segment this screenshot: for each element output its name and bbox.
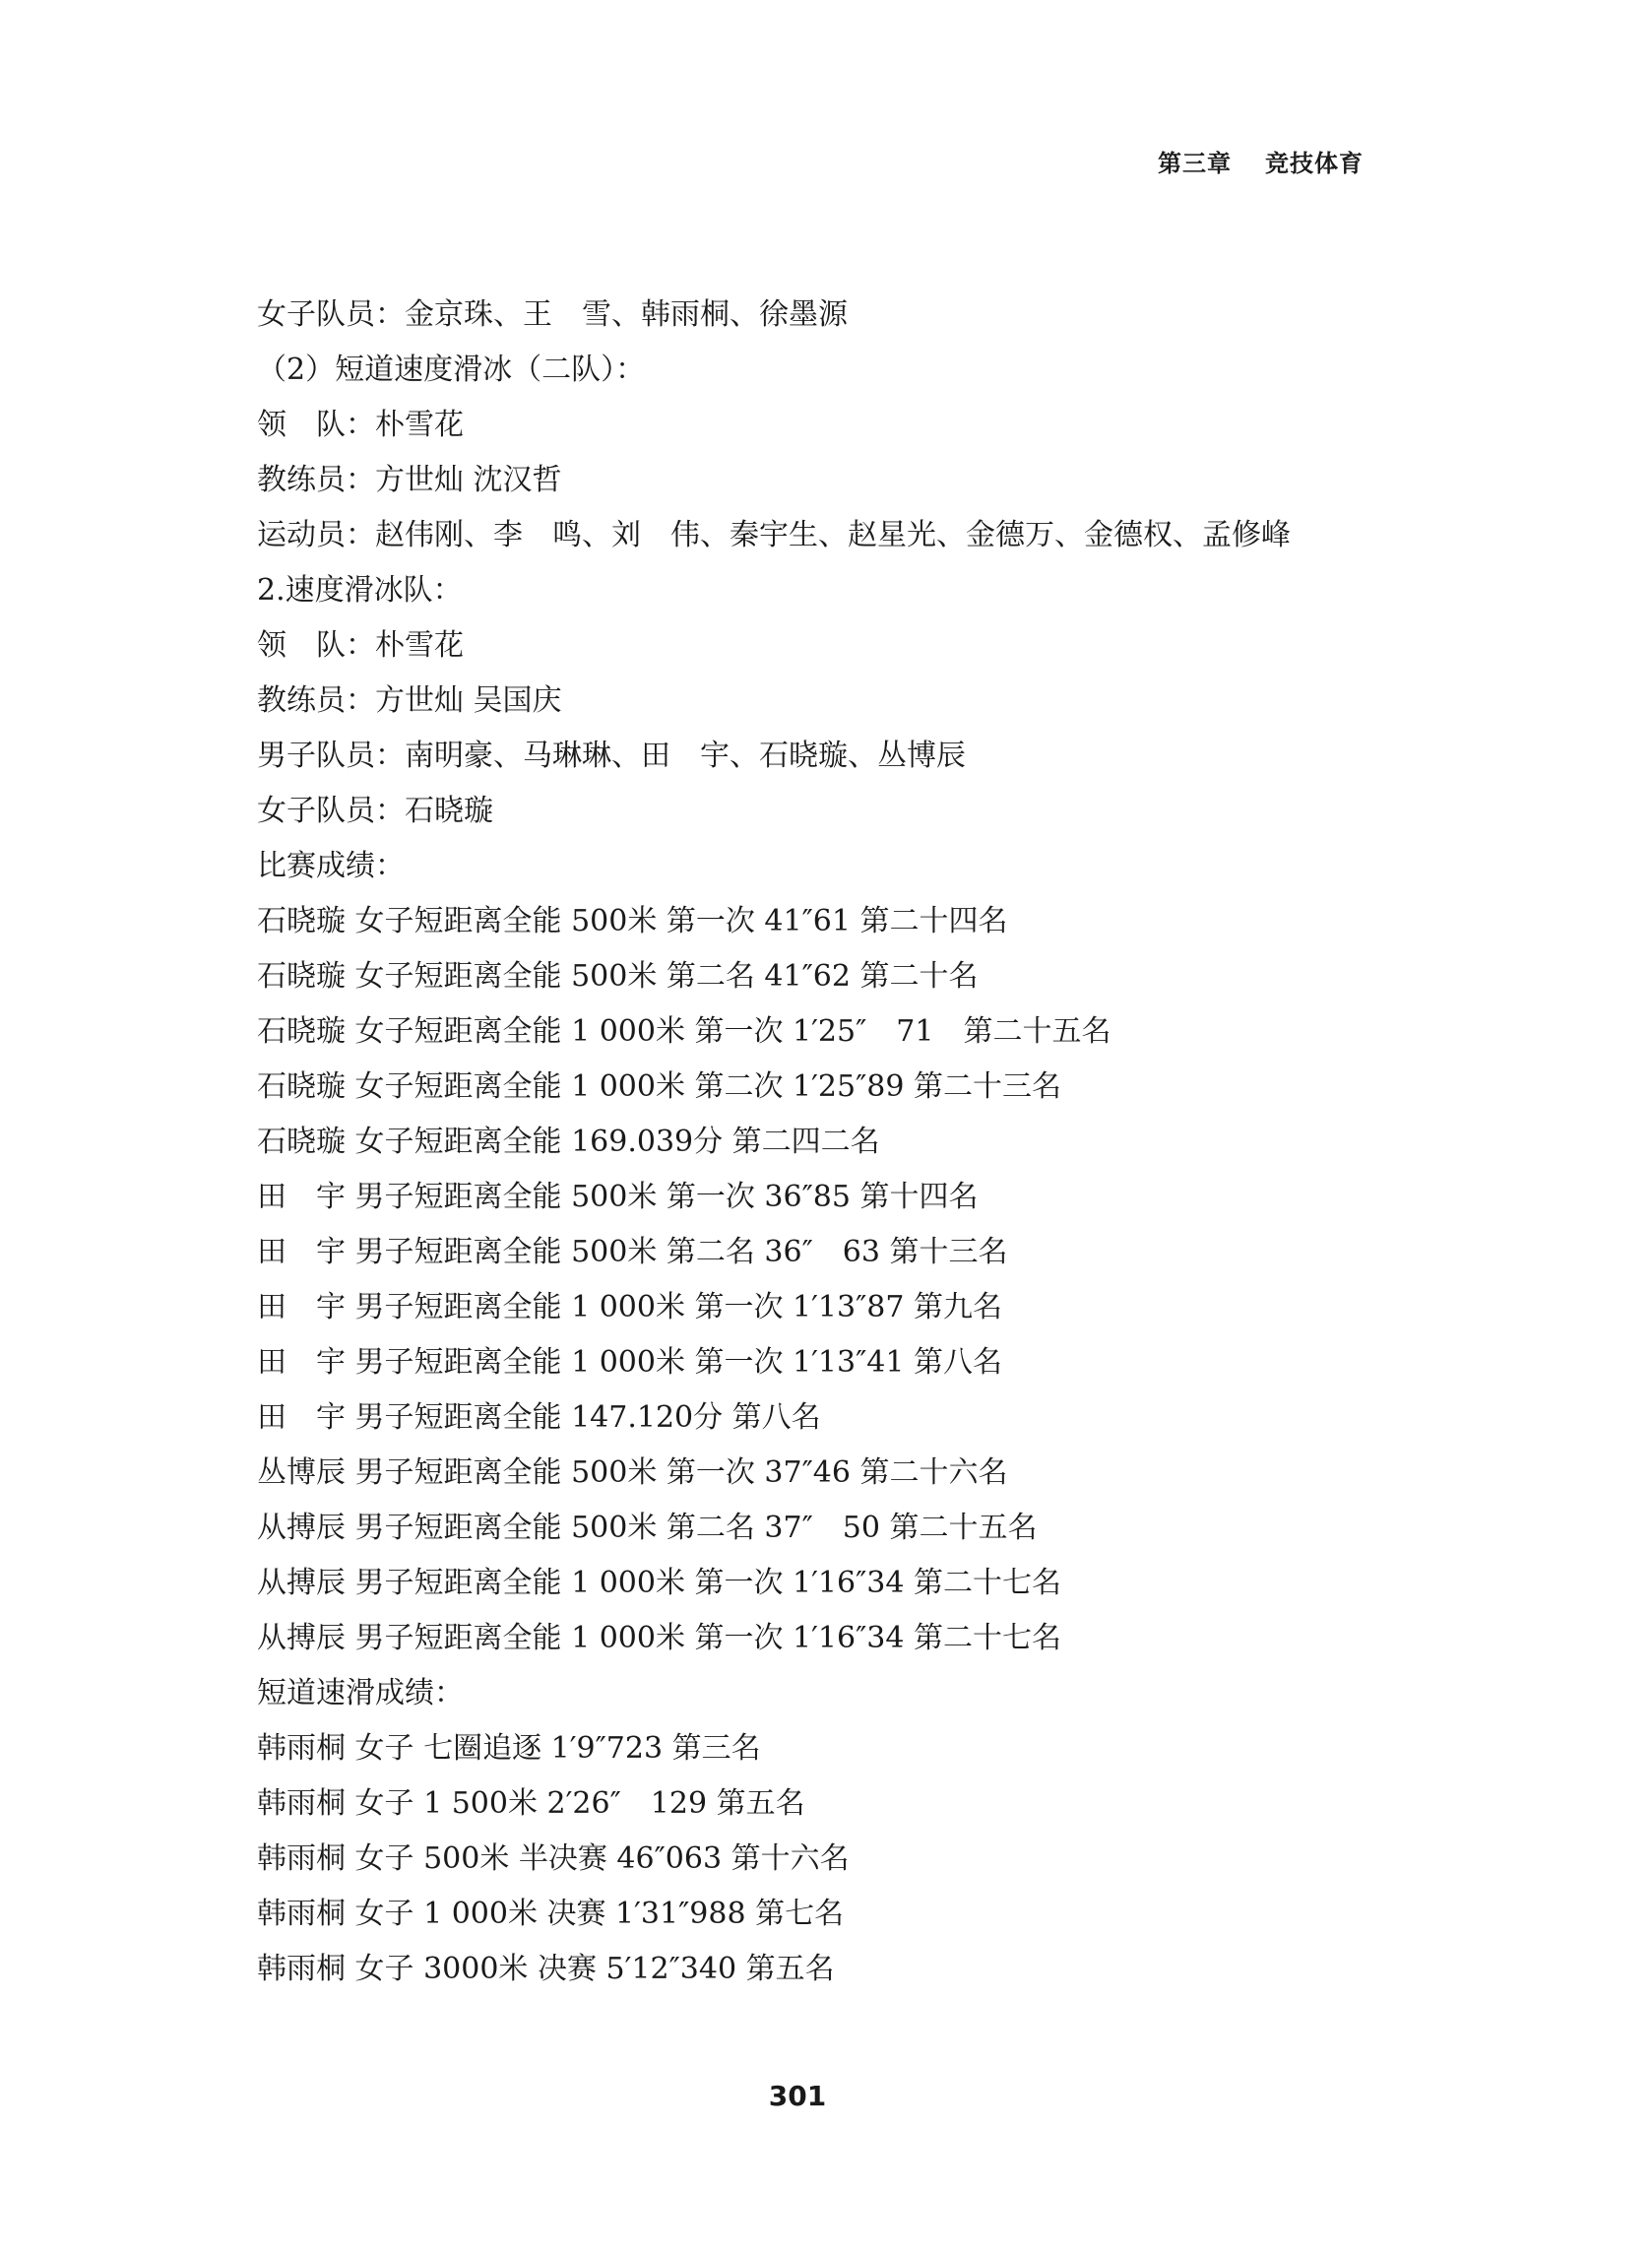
result-line: 石晓璇 女子短距离全能 500米 第二名 41″62 第二十名: [257, 959, 979, 994]
body-text: [257, 288, 1399, 1997]
result-line: 丛博辰 男子短距离全能 500米 第一次 37″46 第二十六名: [257, 1455, 1008, 1490]
page-number: 301: [768, 2080, 827, 2112]
text-line: 领 队：朴雪花: [257, 408, 464, 442]
result-line: 田 宇 男子短距离全能 1 000米 第一次 1′13″87 第九名: [257, 1290, 1003, 1324]
result-line: 田 宇 男子短距离全能 147.120分 第八名: [257, 1400, 821, 1435]
text-line: 男子队员：南明豪、马琳琳、田 宇、石晓璇、丛博辰: [257, 739, 966, 773]
result-line: 韩雨桐 女子 500米 半决赛 46″063 第十六名: [257, 1841, 850, 1876]
result-line: 田 宇 男子短距离全能 500米 第一次 36″85 第十四名: [257, 1180, 979, 1214]
text-line: 短道速滑成绩：: [257, 1676, 464, 1710]
result-line: 石晓璇 女子短距离全能 169.039分 第二四二名: [257, 1125, 880, 1159]
text-line: 2.速度滑冰队：: [257, 573, 463, 608]
result-line: 从搏辰 男子短距离全能 1 000米 第一次 1′16″34 第二十七名: [257, 1621, 1062, 1655]
result-line: 田 宇 男子短距离全能 500米 第二名 36″ 63 第十三名: [257, 1235, 1008, 1269]
text-line: 运动员：赵伟刚、李 鸣、刘 伟、秦宇生、赵星光、金德万、金德权、孟修峰: [257, 518, 1291, 552]
text-line: 女子队员：金京珠、王 雪、韩雨桐、徐墨源: [257, 297, 848, 332]
result-line: 韩雨桐 女子 1 500米 2′26″ 129 第五名: [257, 1786, 805, 1821]
result-line: 石晓璇 女子短距离全能 1 000米 第二次 1′25″89 第二十三名: [257, 1069, 1062, 1104]
result-line: 石晓璇 女子短距离全能 500米 第一次 41″61 第二十四名: [257, 904, 1008, 938]
result-line: 石晓璇 女子短距离全能 1 000米 第一次 1′25″ 71 第二十五名: [257, 1014, 1112, 1049]
chapter-label: 第三章: [1158, 150, 1232, 177]
chapter-title: 竞技体育: [1265, 150, 1364, 177]
result-line: 从搏辰 男子短距离全能 1 000米 第一次 1′16″34 第二十七名: [257, 1566, 1062, 1600]
text-line: 教练员：方世灿 吴国庆: [257, 683, 562, 718]
result-line: 韩雨桐 女子 1 000米 决赛 1′31″988 第七名: [257, 1897, 845, 1931]
text-line: （2）短道速度滑冰（二队）：: [257, 353, 646, 387]
text-line: 教练员：方世灿 沈汉哲: [257, 463, 562, 497]
result-line: 韩雨桐 女子 七圈追逐 1′9″723 第三名: [257, 1731, 761, 1766]
text-line: 领 队：朴雪花: [257, 628, 464, 663]
text-line: 比赛成绩：: [257, 849, 405, 883]
text-line: 女子队员：石晓璇: [257, 794, 493, 828]
running-header: [1158, 144, 1364, 178]
result-line: 田 宇 男子短距离全能 1 000米 第一次 1′13″41 第八名: [257, 1345, 1003, 1380]
result-line: 韩雨桐 女子 3000米 决赛 5′12″340 第五名: [257, 1952, 835, 1986]
result-line: 从搏辰 男子短距离全能 500米 第二名 37″ 50 第二十五名: [257, 1511, 1038, 1545]
